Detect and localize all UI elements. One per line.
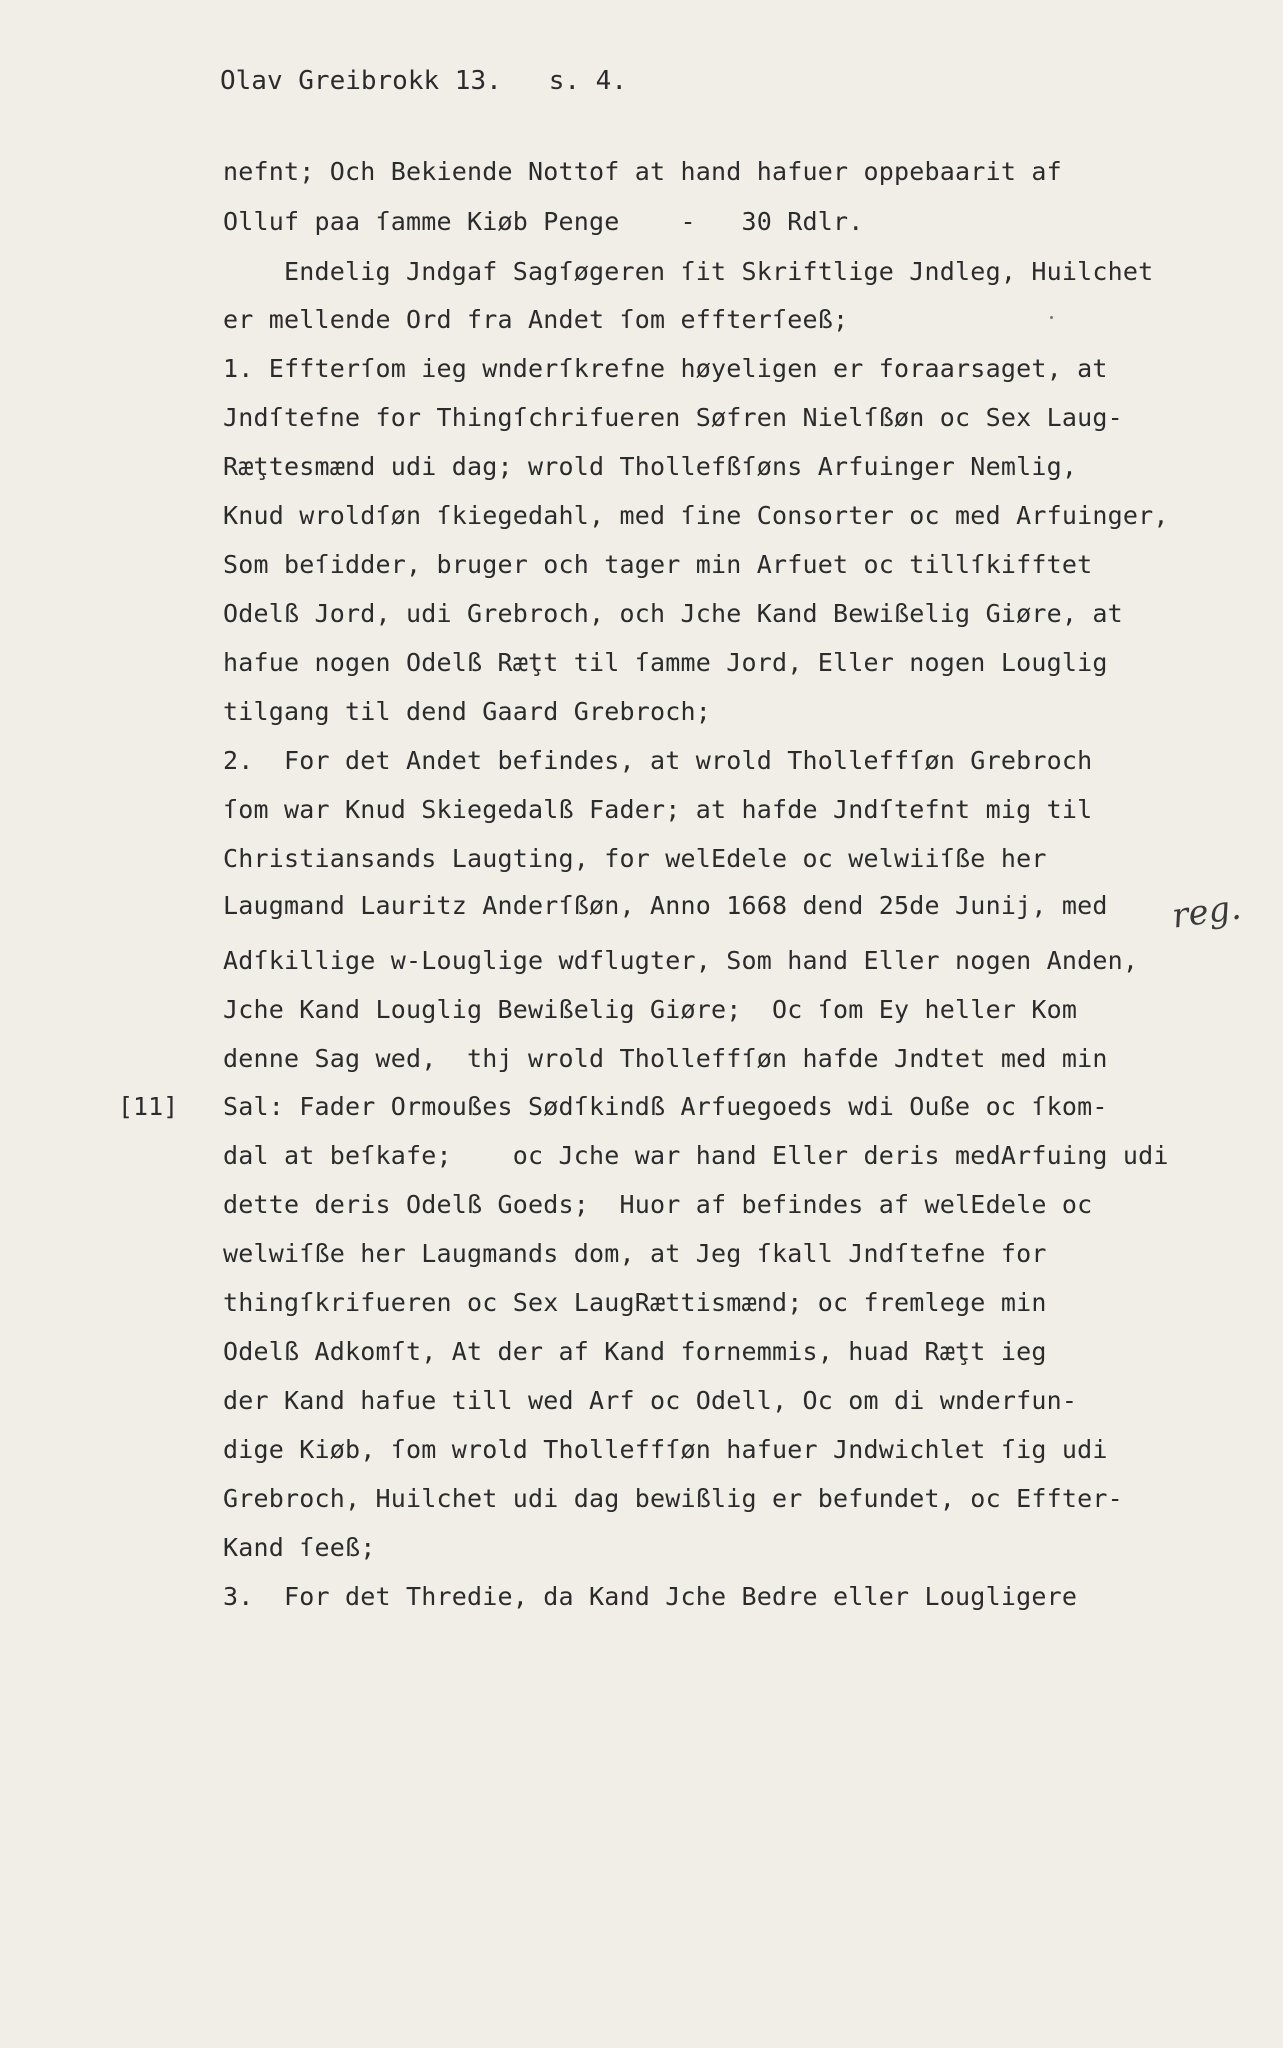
text-line: Som beſidder, bruger och tager min Arfuet oc tillſkifftet (223, 550, 1093, 579)
margin-page-number: [11] (118, 1092, 179, 1121)
text-line: tilgang til dend Gaard Grebroch; (223, 697, 712, 726)
text-line: Odelß Adkomſt, At der af Kand fornemmis, huad Ræţt ieg (223, 1337, 1047, 1366)
paper-speck (1050, 316, 1053, 319)
text-line: Olluf paa ſamme Kiøb Penge - 30 Rdlr. (223, 207, 864, 236)
text-line: thingſkrifueren oc Sex LaugRættismænd; oc fremlege min (223, 1288, 1047, 1317)
text-line: Jndſtefne for Thingſchrifueren Søfren Nielſßøn oc Sex Laug- (223, 403, 1123, 432)
text-line: dette deris Odelß Goeds; Huor af befindes af welEdele oc (223, 1190, 1093, 1219)
text-line: Christiansands Laugting, for welEdele oc welwiiſße her (223, 844, 1047, 873)
text-line: welwiſße her Laugmands dom, at Jeg ſkall Jndſtefne for (223, 1239, 1047, 1268)
text-line: Jche Kand Louglig Bewißelig Giøre; Oc ſom Ey heller Kom (223, 995, 1078, 1024)
text-line: hafue nogen Odelß Ræţt til ſamme Jord, Eller nogen Louglig (223, 648, 1108, 677)
text-line: er mellende Ord fra Andet ſom effterſeeß; (223, 305, 849, 334)
text-line: der Kand hafue till wed Arf oc Odell, Oc om di wnderfun- (223, 1386, 1078, 1415)
text-line: 2. For det Andet befindes, at wrold Tholleffſøn Grebroch (223, 746, 1093, 775)
text-line: Knud wroldſøn ſkiegedahl, med ſine Consorter oc med Arfuinger, (223, 501, 1169, 530)
text-line: dige Kiøb, ſom wrold Tholleffſøn hafuer Jndwichlet ſig udi (223, 1435, 1108, 1464)
text-line: nefnt; Och Bekiende Nottof at hand hafuer oppebaarit af (223, 157, 1062, 186)
page-header: Olav Greibrokk 13. s. 4. (220, 66, 627, 96)
margin-annotation: reg. (1169, 887, 1244, 937)
text-line: Laugmand Lauritz Anderſßøn, Anno 1668 dend 25de Junij, med (223, 891, 1108, 920)
text-line: Sal: Fader Ormoußes Sødſkindß Arfuegoeds wdi Ouße oc ſkom- (223, 1092, 1108, 1121)
text-line: Adſkillige w-Louglige wdflugter, Som hand Eller nogen Anden, (223, 946, 1139, 975)
text-line: Odelß Jord, udi Grebroch, och Jche Kand Bewißelig Giøre, at (223, 599, 1123, 628)
text-line: Grebroch, Huilchet udi dag bewißlig er befundet, oc Effter- (223, 1484, 1123, 1513)
text-line: Ræţtesmænd udi dag; wrold Thollefßſøns Arfuinger Nemlig, (223, 452, 1078, 481)
text-line: ſom war Knud Skiegedalß Fader; at hafde Jndſtefnt mig til (223, 795, 1093, 824)
text-line: Endelig Jndgaf Sagſøgeren ſit Skriftlige Jndleg, Huilchet (223, 257, 1154, 286)
text-line: Kand ſeeß; (223, 1533, 376, 1562)
text-line: denne Sag wed, thj wrold Tholleffſøn hafde Jndtet med min (223, 1044, 1108, 1073)
text-line: 1. Effterſom ieg wnderſkrefne høyeligen er foraarsaget, at (223, 354, 1108, 383)
text-line: 3. For det Thredie, da Kand Jche Bedre eller Lougligere (223, 1582, 1078, 1611)
text-line: dal at beſkafe; oc Jche war hand Eller deris medArfuing udi (223, 1141, 1169, 1170)
